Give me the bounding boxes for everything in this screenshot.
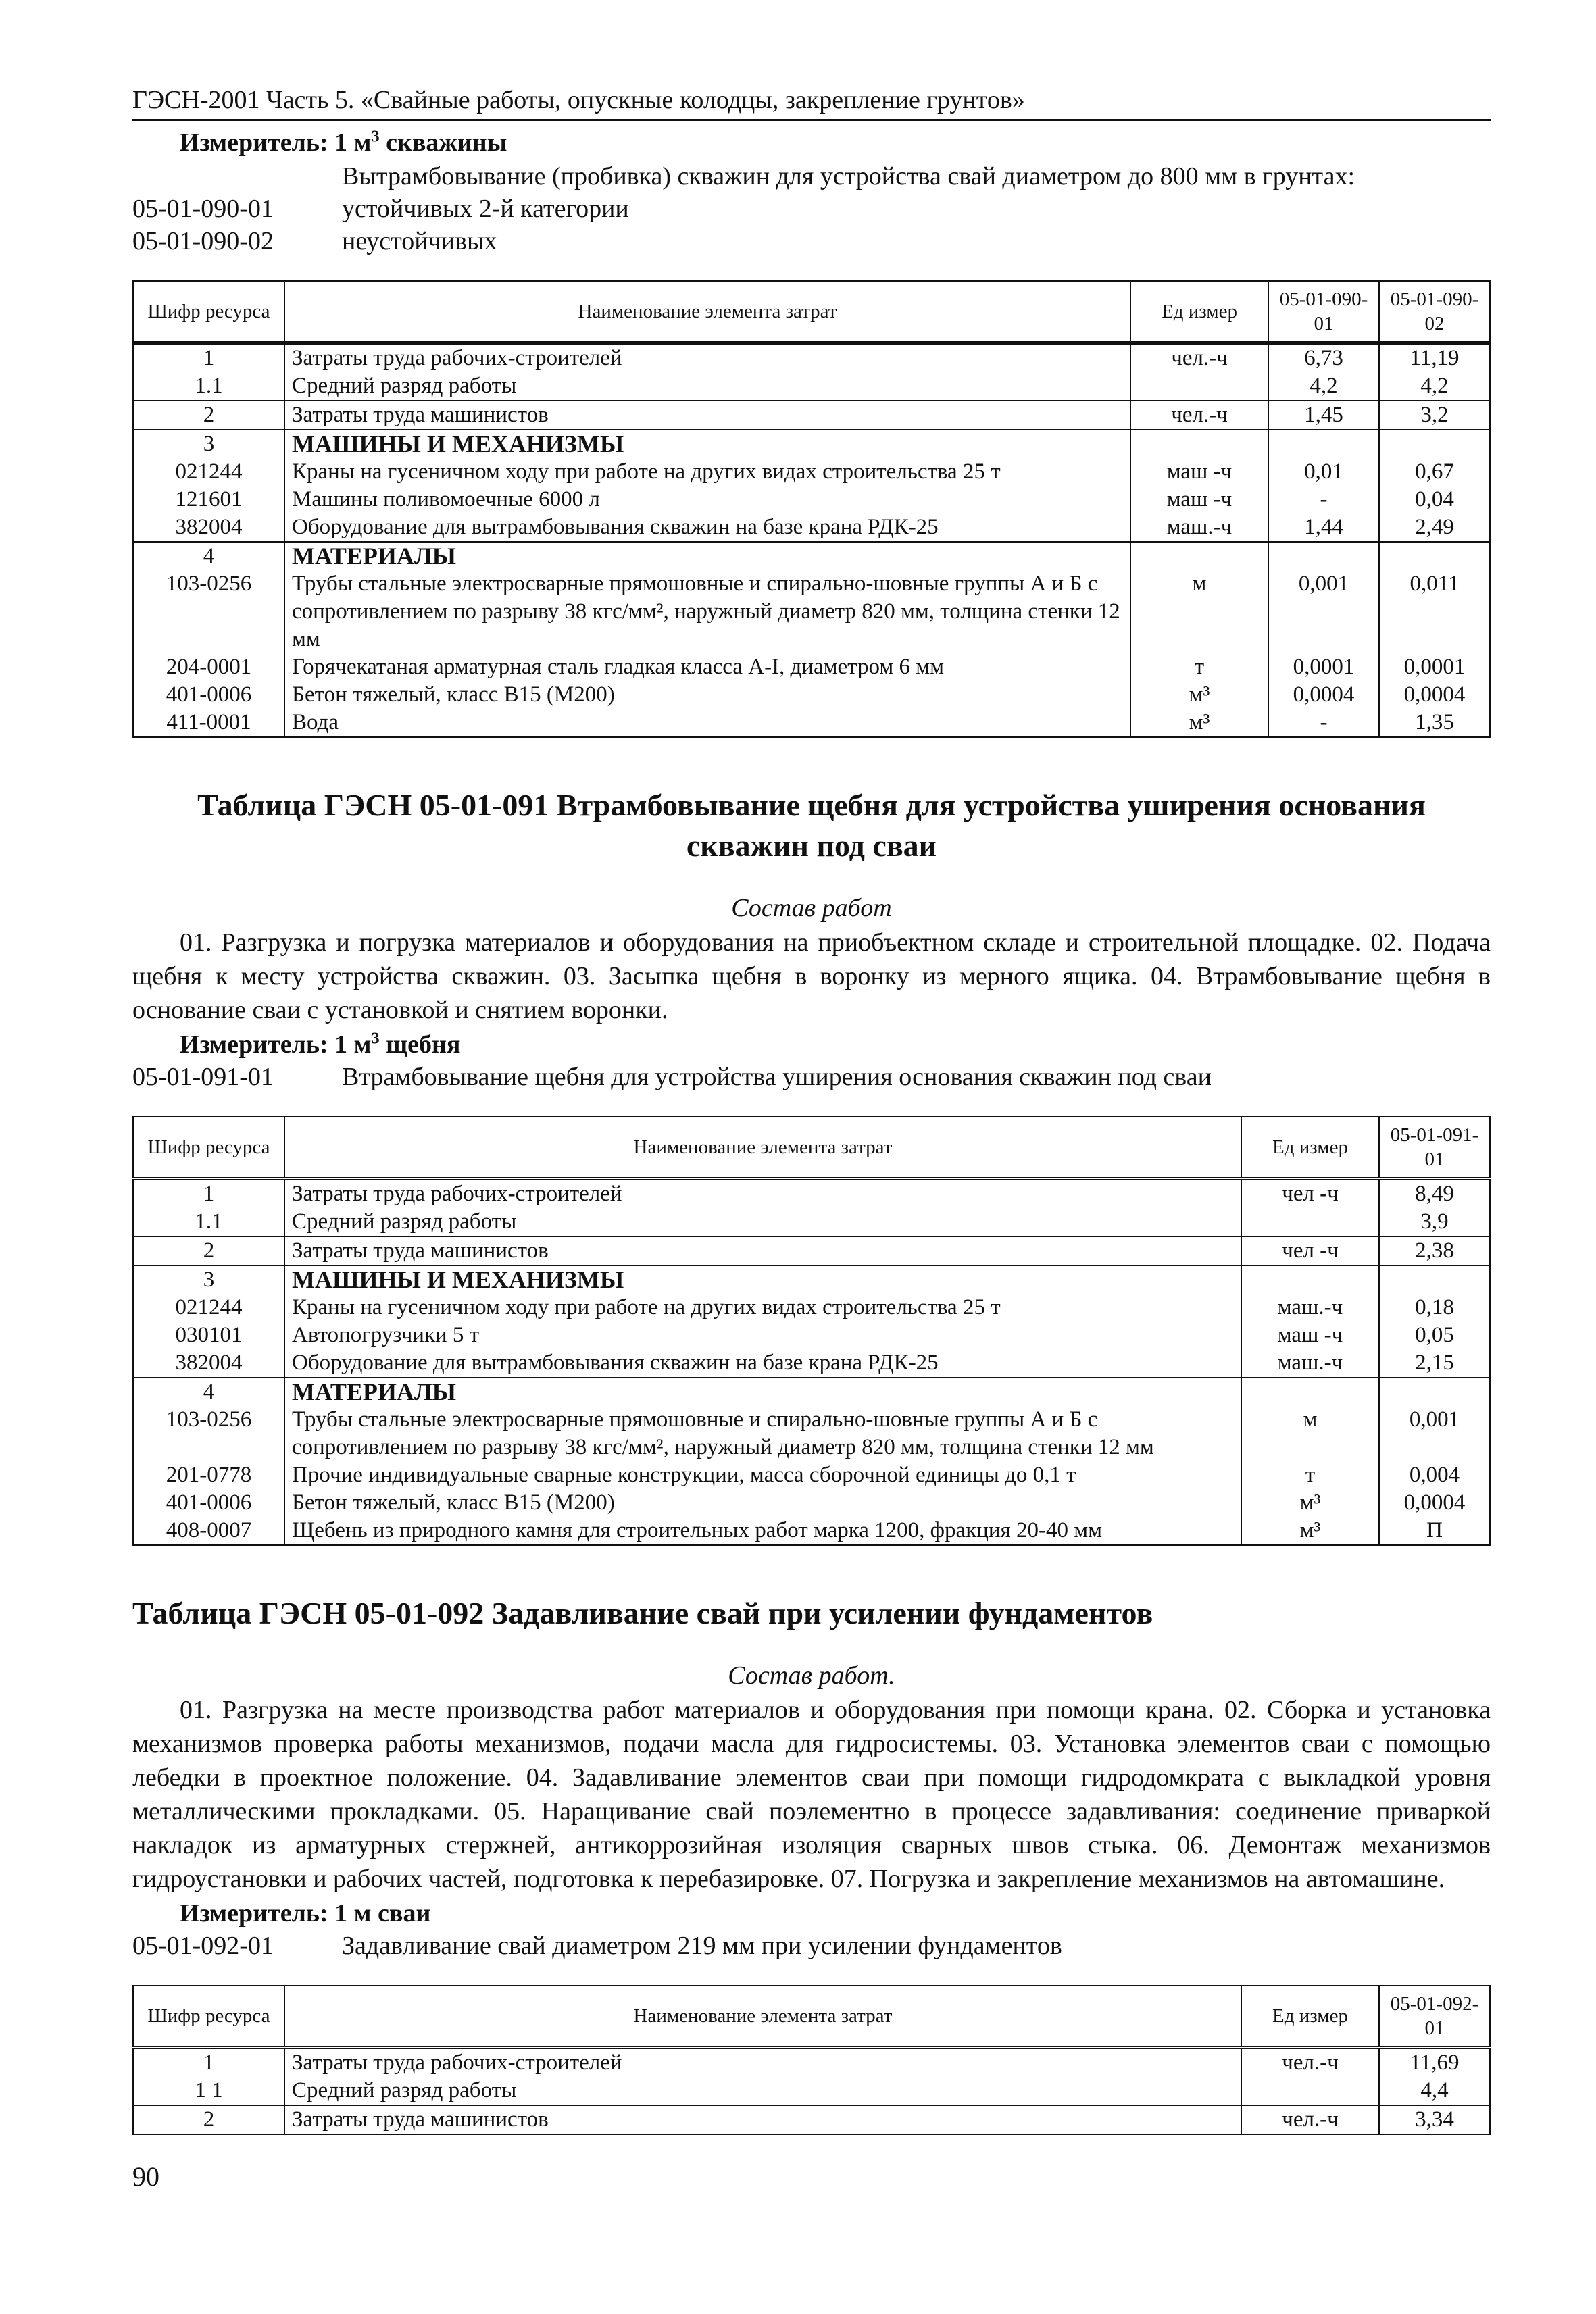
- unit: м³: [1130, 709, 1268, 737]
- value-v1: 6,73: [1268, 343, 1379, 373]
- unit: т: [1130, 653, 1268, 681]
- resource-code: 201-0778: [133, 1461, 284, 1489]
- unit: [1241, 1378, 1379, 1406]
- table-row: [133, 1406, 1490, 1461]
- header-cell: Шифр ресурса: [133, 1117, 284, 1179]
- measure-line-1: Измеритель: 1 $м^3$ скважины: [180, 128, 507, 157]
- header-cell: Шифр ресурса: [133, 1986, 284, 2048]
- table-row: [133, 343, 1490, 373]
- page-number: 90: [132, 2161, 159, 2192]
- value-v2: [1379, 542, 1490, 570]
- value-v1: [1379, 1265, 1490, 1294]
- table-row: [133, 513, 1490, 542]
- code-number: 05-01-091-01: [132, 1063, 274, 1091]
- value-v2: 0,04: [1379, 486, 1490, 513]
- code-number: 05-01-090-02: [132, 227, 274, 255]
- unit: м: [1130, 570, 1268, 653]
- table-row: [133, 2077, 1490, 2105]
- unit: [1130, 542, 1268, 570]
- resource-code: 382004: [133, 513, 284, 542]
- value-v1: 1,45: [1268, 401, 1379, 430]
- unit: м³: [1241, 1489, 1379, 1517]
- value-v1: 0,0001: [1268, 653, 1379, 681]
- block1-description: Вытрамбовывание (пробивка) скважин для устройства свай диаметром до 800 мм в грунтах:: [342, 162, 1355, 191]
- value-v2: 2,49: [1379, 513, 1490, 542]
- table-row: [133, 1179, 1490, 1209]
- resource-name: Затраты труда машинистов: [284, 401, 1130, 430]
- resource-name: Трубы стальные электросварные прямошовные и спирально-шовные группы А и Б с сопротивлением по разрыву 38 кгс/мм², наружный диаметр 820 мм, толщина стенки 12 мм: [284, 1406, 1241, 1461]
- resource-name: Трубы стальные электросварные прямошовные и спирально-шовные группы А и Б с сопротивлением по разрыву 38 кгс/мм², наружный диаметр 820 мм, толщина стенки 12 мм: [284, 570, 1130, 653]
- resource-code: 103-0256: [133, 1406, 284, 1461]
- unit: чел.-ч: [1241, 2048, 1379, 2078]
- unit: маш -ч: [1130, 458, 1268, 486]
- table-row: [133, 2105, 1490, 2134]
- header-cell: 05-01-090-01: [1268, 281, 1379, 343]
- header-cell: 05-01-091-01: [1379, 1117, 1490, 1179]
- running-header: ГЭСН-2001 Часть 5. «Свайные работы, опускные колодцы, закрепление грунтов»: [132, 85, 1491, 121]
- value-v1: 2,15: [1379, 1349, 1490, 1378]
- value-v1: 8,49: [1379, 1179, 1490, 1209]
- value-v2: 0,0001: [1379, 653, 1490, 681]
- unit: чел.-ч: [1241, 2105, 1379, 2134]
- works-text-092: 01. Разгрузка на месте производства работ материалов и оборудования при помощи крана. 02. Сборка и установка механизмов проверка работы механизмов, подачи масла для гидросистемы. 03. Установка элементов сваи с помощью лебедки в проектное положение. 04. Задавливание элементов сваи при помощи гидродомкрата с выкладкой уровня металлическими прокладками. 05. Наращивание свай поэлементно в процессе задавливания: соединение приваркой накладок из арматурных стержней, антикоррозийная изоляция сварных швов стыка. 06. Демонтаж механизмов гидроустановки и рабочих частей, подготовка к перебазировке. 07. Погрузка и закрепление механизмов на автомашине.: [132, 1696, 1491, 1893]
- works-text-091: 01. Разгрузка и погрузка материалов и оборудования на приобъектном складе и строительной площадке. 02. Подача щебня к месту устройства скважин. 03. Засыпка щебня в воронку из мерного ящика. 04. Втрамбовывание щебня в основание сваи с установкой и снятием воронки.: [132, 928, 1491, 1024]
- unit: м³: [1241, 1517, 1379, 1545]
- value-v1: -: [1268, 486, 1379, 513]
- unit: маш -ч: [1241, 1322, 1379, 1349]
- table-row: [133, 1349, 1490, 1378]
- unit: маш.-ч: [1241, 1349, 1379, 1378]
- table-row: [133, 1461, 1490, 1489]
- table-title-091: Таблица ГЭСН 05-01-091 Втрамбовывание щебня для устройства уширения основания скважин под сваи: [197, 788, 1426, 863]
- code-text: устойчивых 2-й категории: [342, 195, 629, 223]
- value-v1: 3,9: [1379, 1208, 1490, 1236]
- unit: чел.-ч: [1130, 401, 1268, 430]
- value-v1: 1,44: [1268, 513, 1379, 542]
- block3-codes: [132, 1931, 1491, 1961]
- header-row: [133, 1117, 1490, 1179]
- resource-name: МАШИНЫ И МЕХАНИЗМЫ: [284, 430, 1130, 458]
- resource-code: 408-0007: [133, 1517, 284, 1545]
- table-row: [133, 2048, 1490, 2078]
- value-v1: 0,0004: [1379, 1489, 1490, 1517]
- value-v1: 0,001: [1268, 570, 1379, 653]
- value-v2: 4,2: [1379, 372, 1490, 401]
- value-v1: [1268, 430, 1379, 458]
- header-cell: Ед измер: [1130, 281, 1268, 343]
- header-cell: Наименование элемента затрат: [284, 1986, 1241, 2048]
- unit: чел.-ч: [1130, 343, 1268, 373]
- resource-code: 1: [133, 1179, 284, 1209]
- resource-name: Средний разряд работы: [284, 1208, 1241, 1236]
- resource-name: Оборудование для вытрамбовывания скважин на базе крана РДК-25: [284, 1349, 1241, 1378]
- resource-name: Прочие индивидуальные сварные конструкции, масса сборочной единицы до 0,1 т: [284, 1461, 1241, 1489]
- resource-code: 1 1: [133, 2077, 284, 2105]
- value-v1: 0,18: [1379, 1294, 1490, 1322]
- unit: м: [1241, 1406, 1379, 1461]
- value-v2: 0,67: [1379, 458, 1490, 486]
- table-row: [133, 1517, 1490, 1545]
- header-cell: Ед измер: [1241, 1986, 1379, 2048]
- resource-code: 2: [133, 401, 284, 430]
- estimate-table-1: [132, 280, 1491, 738]
- resource-name: Краны на гусеничном ходу при работе на других видах строительства 25 т: [284, 1294, 1241, 1322]
- resource-name: Затраты труда машинистов: [284, 1236, 1241, 1265]
- unit: [1241, 1208, 1379, 1236]
- resource-code: 3: [133, 1265, 284, 1294]
- measure-line-2: Измеритель: 1 $м^3$ щебня: [180, 1030, 461, 1059]
- table-row: [133, 570, 1490, 653]
- resource-code: 401-0006: [133, 681, 284, 709]
- value-v1: 0,0004: [1268, 681, 1379, 709]
- estimate-table-2: [132, 1116, 1491, 1546]
- resource-name: Горячекатаная арматурная сталь гладкая класса А-I, диаметром 6 мм: [284, 653, 1130, 681]
- resource-code: 1: [133, 2048, 284, 2078]
- document-page: [132, 85, 1491, 2135]
- resource-code: 3: [133, 430, 284, 458]
- resource-code: 103-0256: [133, 570, 284, 653]
- code-number: 05-01-090-01: [132, 195, 274, 223]
- table-row: [133, 1378, 1490, 1406]
- resource-code: 2: [133, 2105, 284, 2134]
- resource-code: 1.1: [133, 1208, 284, 1236]
- table-row: [133, 430, 1490, 458]
- code-text: неустойчивых: [342, 227, 497, 255]
- resource-name: Средний разряд работы: [284, 372, 1130, 401]
- table-row: [133, 1294, 1490, 1322]
- resource-name: МАШИНЫ И МЕХАНИЗМЫ: [284, 1265, 1241, 1294]
- table-row: [133, 1236, 1490, 1265]
- code-line: [132, 1062, 1491, 1092]
- resource-code: 204-0001: [133, 653, 284, 681]
- resource-name: Бетон тяжелый, класс В15 (М200): [284, 681, 1130, 709]
- resource-code: 030101: [133, 1322, 284, 1349]
- table-row: [133, 372, 1490, 401]
- value-v2: 11,19: [1379, 343, 1490, 373]
- unit: [1130, 430, 1268, 458]
- code-line: [132, 226, 1491, 256]
- value-v2: 0,0004: [1379, 681, 1490, 709]
- table-row: [133, 1208, 1490, 1236]
- resource-name: Вода: [284, 709, 1130, 737]
- resource-name: Затраты труда рабочих-строителей: [284, 1179, 1241, 1209]
- resource-code: 4: [133, 542, 284, 570]
- unit: [1241, 2077, 1379, 2105]
- block1-codes: [132, 194, 1491, 256]
- resource-code: 411-0001: [133, 709, 284, 737]
- measure-line-3: Измеритель: 1 м сваи: [180, 1899, 431, 1928]
- resource-name: Щебень из природного камня для строительных работ марка 1200, фракция 20-40 мм: [284, 1517, 1241, 1545]
- header-cell: 05-01-090-02: [1379, 281, 1490, 343]
- resource-name: Затраты труда рабочих-строителей: [284, 2048, 1241, 2078]
- unit: маш -ч: [1130, 486, 1268, 513]
- header-cell: Ед измер: [1241, 1117, 1379, 1179]
- table-row: [133, 458, 1490, 486]
- value-v2: 3,2: [1379, 401, 1490, 430]
- value-v1: П: [1379, 1517, 1490, 1545]
- table-row: [133, 486, 1490, 513]
- resource-name: Средний разряд работы: [284, 2077, 1241, 2105]
- resource-name: Автопогрузчики 5 т: [284, 1322, 1241, 1349]
- value-v1: 2,38: [1379, 1236, 1490, 1265]
- header-row: [133, 281, 1490, 343]
- value-v1: 0,05: [1379, 1322, 1490, 1349]
- value-v1: 0,001: [1379, 1406, 1490, 1461]
- value-v1: 4,2: [1268, 372, 1379, 401]
- code-line: [132, 194, 1491, 224]
- unit: маш.-ч: [1130, 513, 1268, 542]
- resource-code: 021244: [133, 458, 284, 486]
- works-heading-091: Состав работ: [731, 894, 892, 922]
- estimate-table-3: [132, 1985, 1491, 2135]
- value-v1: [1268, 542, 1379, 570]
- table-title-092: Таблица ГЭСН 05-01-092 Задавливание свай при усилении фундаментов: [132, 1596, 1153, 1630]
- unit: чел -ч: [1241, 1236, 1379, 1265]
- unit: [1130, 372, 1268, 401]
- table-row: [133, 1265, 1490, 1294]
- header-cell: Шифр ресурса: [133, 281, 284, 343]
- resource-code: 021244: [133, 1294, 284, 1322]
- header-cell: Наименование элемента затрат: [284, 281, 1130, 343]
- resource-code: 1.1: [133, 372, 284, 401]
- unit: т: [1241, 1461, 1379, 1489]
- resource-code: 2: [133, 1236, 284, 1265]
- code-number: 05-01-092-01: [132, 1932, 274, 1960]
- table-row: [133, 1322, 1490, 1349]
- resource-name: МАТЕРИАЛЫ: [284, 542, 1130, 570]
- value-v1: [1379, 1378, 1490, 1406]
- table-row: [133, 401, 1490, 430]
- value-v1: 4,4: [1379, 2077, 1490, 2105]
- resource-name: Бетон тяжелый, класс В15 (М200): [284, 1489, 1241, 1517]
- unit: чел -ч: [1241, 1179, 1379, 1209]
- resource-name: Затраты труда машинистов: [284, 2105, 1241, 2134]
- resource-code: 121601: [133, 486, 284, 513]
- resource-code: 382004: [133, 1349, 284, 1378]
- resource-code: 1: [133, 343, 284, 373]
- code-line: [132, 1931, 1491, 1961]
- resource-code: 401-0006: [133, 1489, 284, 1517]
- value-v2: [1379, 430, 1490, 458]
- unit: м³: [1130, 681, 1268, 709]
- table-row: [133, 653, 1490, 681]
- header-cell: Наименование элемента затрат: [284, 1117, 1241, 1179]
- table-row: [133, 709, 1490, 737]
- value-v1: 0,01: [1268, 458, 1379, 486]
- value-v2: 0,011: [1379, 570, 1490, 653]
- resource-name: Машины поливомоечные 6000 л: [284, 486, 1130, 513]
- block2-codes: [132, 1062, 1491, 1092]
- resource-code: 4: [133, 1378, 284, 1406]
- code-text: Задавливание свай диаметром 219 мм при усилении фундаментов: [342, 1932, 1062, 1960]
- resource-name: Краны на гусеничном ходу при работе на других видах строительства 25 т: [284, 458, 1130, 486]
- code-text: Втрамбовывание щебня для устройства уширения основания скважин под сваи: [342, 1063, 1212, 1091]
- header-row: [133, 1986, 1490, 2048]
- value-v2: 1,35: [1379, 709, 1490, 737]
- header-cell: 05-01-092-01: [1379, 1986, 1490, 2048]
- value-v1: -: [1268, 709, 1379, 737]
- unit: маш.-ч: [1241, 1294, 1379, 1322]
- unit: [1241, 1265, 1379, 1294]
- table-row: [133, 1489, 1490, 1517]
- resource-name: Оборудование для вытрамбовывания скважин на базе крана РДК-25: [284, 513, 1130, 542]
- table-row: [133, 542, 1490, 570]
- table-row: [133, 681, 1490, 709]
- value-v1: 11,69: [1379, 2048, 1490, 2078]
- resource-name: Затраты труда рабочих-строителей: [284, 343, 1130, 373]
- works-heading-092: Состав работ.: [728, 1661, 895, 1690]
- value-v1: 3,34: [1379, 2105, 1490, 2134]
- resource-name: МАТЕРИАЛЫ: [284, 1378, 1241, 1406]
- value-v1: 0,004: [1379, 1461, 1490, 1489]
